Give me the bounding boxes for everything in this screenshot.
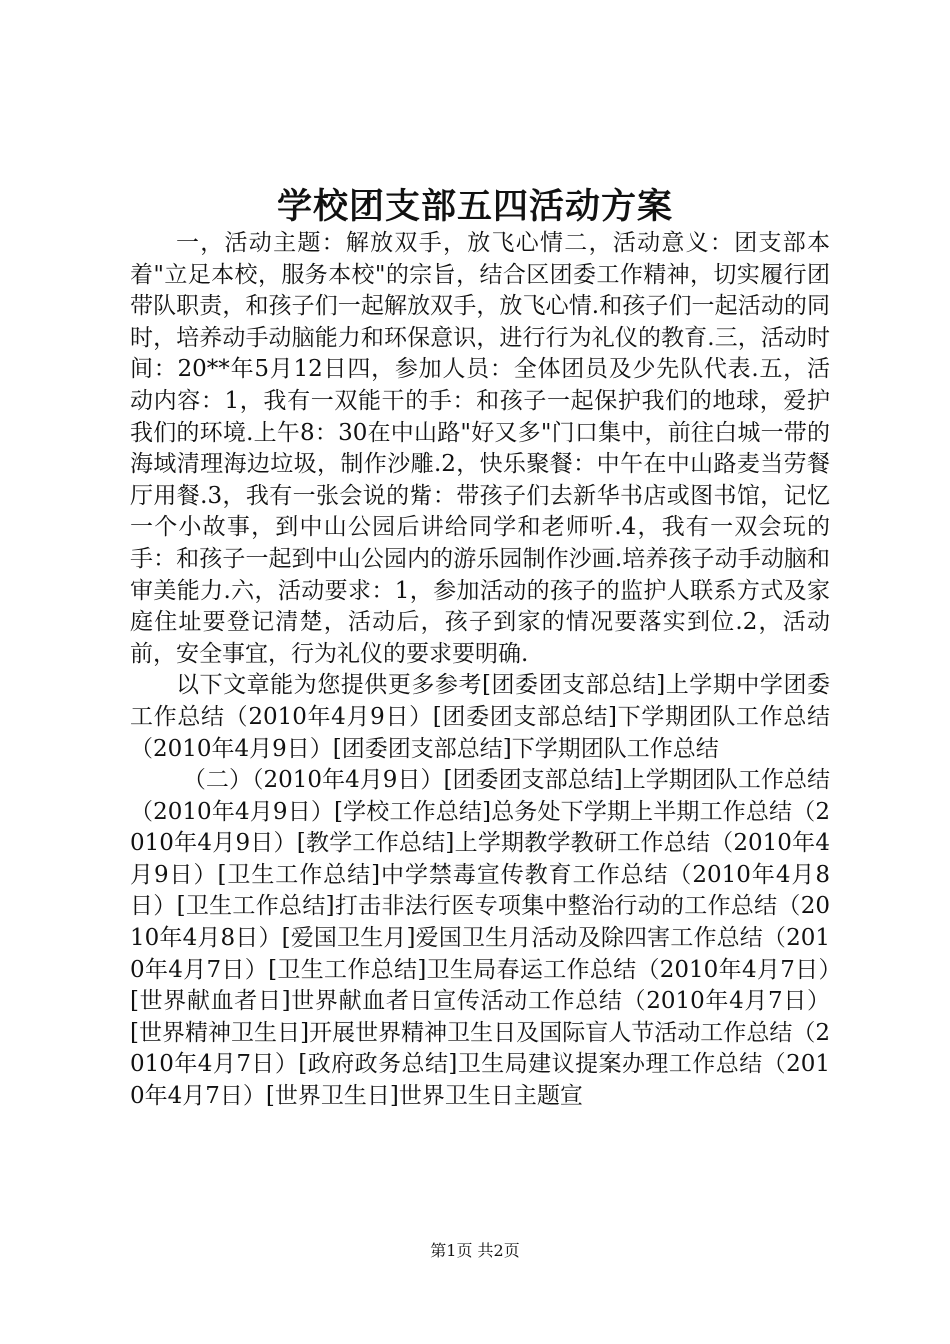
- paragraph-activity-plan: 一，活动主题：解放双手，放飞心情二，活动意义：团支部本着"立足本校，服务本校"的宗旨，结合区团委工作精神，切实履行团带队职责，和孩子们一起解放双手，放飞心情.和孩子们一起活动的同时，培养动手动脑能力和环保意识，进行行为礼仪的教育.三，活动时间：20**年5月12日四，参加人员：全体团员及少先队代表.五，活动内容：1，我有一双能干的手：和孩子一起保护我们的地球，爱护我们的环境.上午8：30在中山路"好又多"门口集中，前往白城一带的海域清理海边垃圾，制作沙雕.2，快乐聚餐：中午在中山路麦当劳餐厅用餐.3，我有一张会说的觜：带孩子们去新华书店或图书馆，记忆一个小故事，到中山公园后讲给同学和老师听.4，我有一双会玩的手：和孩子一起到中山公园内的游乐园制作沙画.培养孩子动手动脑和审美能力.六，活动要求：1，参加活动的孩子的监护人联系方式及家庭住址要登记清楚，活动后，孩子到家的情况要落实到位.2，活动前，安全事宜，行为礼仪的要求要明确.: [130, 230, 830, 667]
- page-footer: 第1页 共2页: [430, 1241, 520, 1260]
- page-title: 学校团支部五四活动方案: [276, 186, 673, 227]
- document-body: [130, 228, 830, 1113]
- paragraph-related-articles: 以下文章能为您提供更多参考[团委团支部总结]上学期中学团委工作总结（2010年4月9日）[团委团支部总结]下学期团队工作总结（2010年4月9日）[团委团支部总结]下学期团队工作总结: [130, 672, 830, 762]
- paragraph-related-articles-continued: （二）（2010年4月9日）[团委团支部总结]上学期团队工作总结（2010年4月9日）[学校工作总结]总务处下学期上半期工作总结（2010年4月9日）[教学工作总结]上学期教学教研工作总结（2010年4月9日）[卫生工作总结]中学禁毒宣传教育工作总结（2010年4月8日）[卫生工作总结]打击非法行医专项集中整治行动的工作总结（2010年4月8日）[爱国卫生月]爱国卫生月活动及除四害工作总结（2010年4月7日）[卫生工作总结]卫生局春运工作总结（2010年4月7日）[世界献血者日]世界献血者日宣传活动工作总结（2010年4月7日）[世界精神卫生日]开展世界精神卫生日及国际盲人节活动工作总结（2010年4月7日）[政府政务总结]卫生局建议提案办理工作总结（2010年4月7日）[世界卫生日]世界卫生日主题宣: [130, 767, 830, 1110]
